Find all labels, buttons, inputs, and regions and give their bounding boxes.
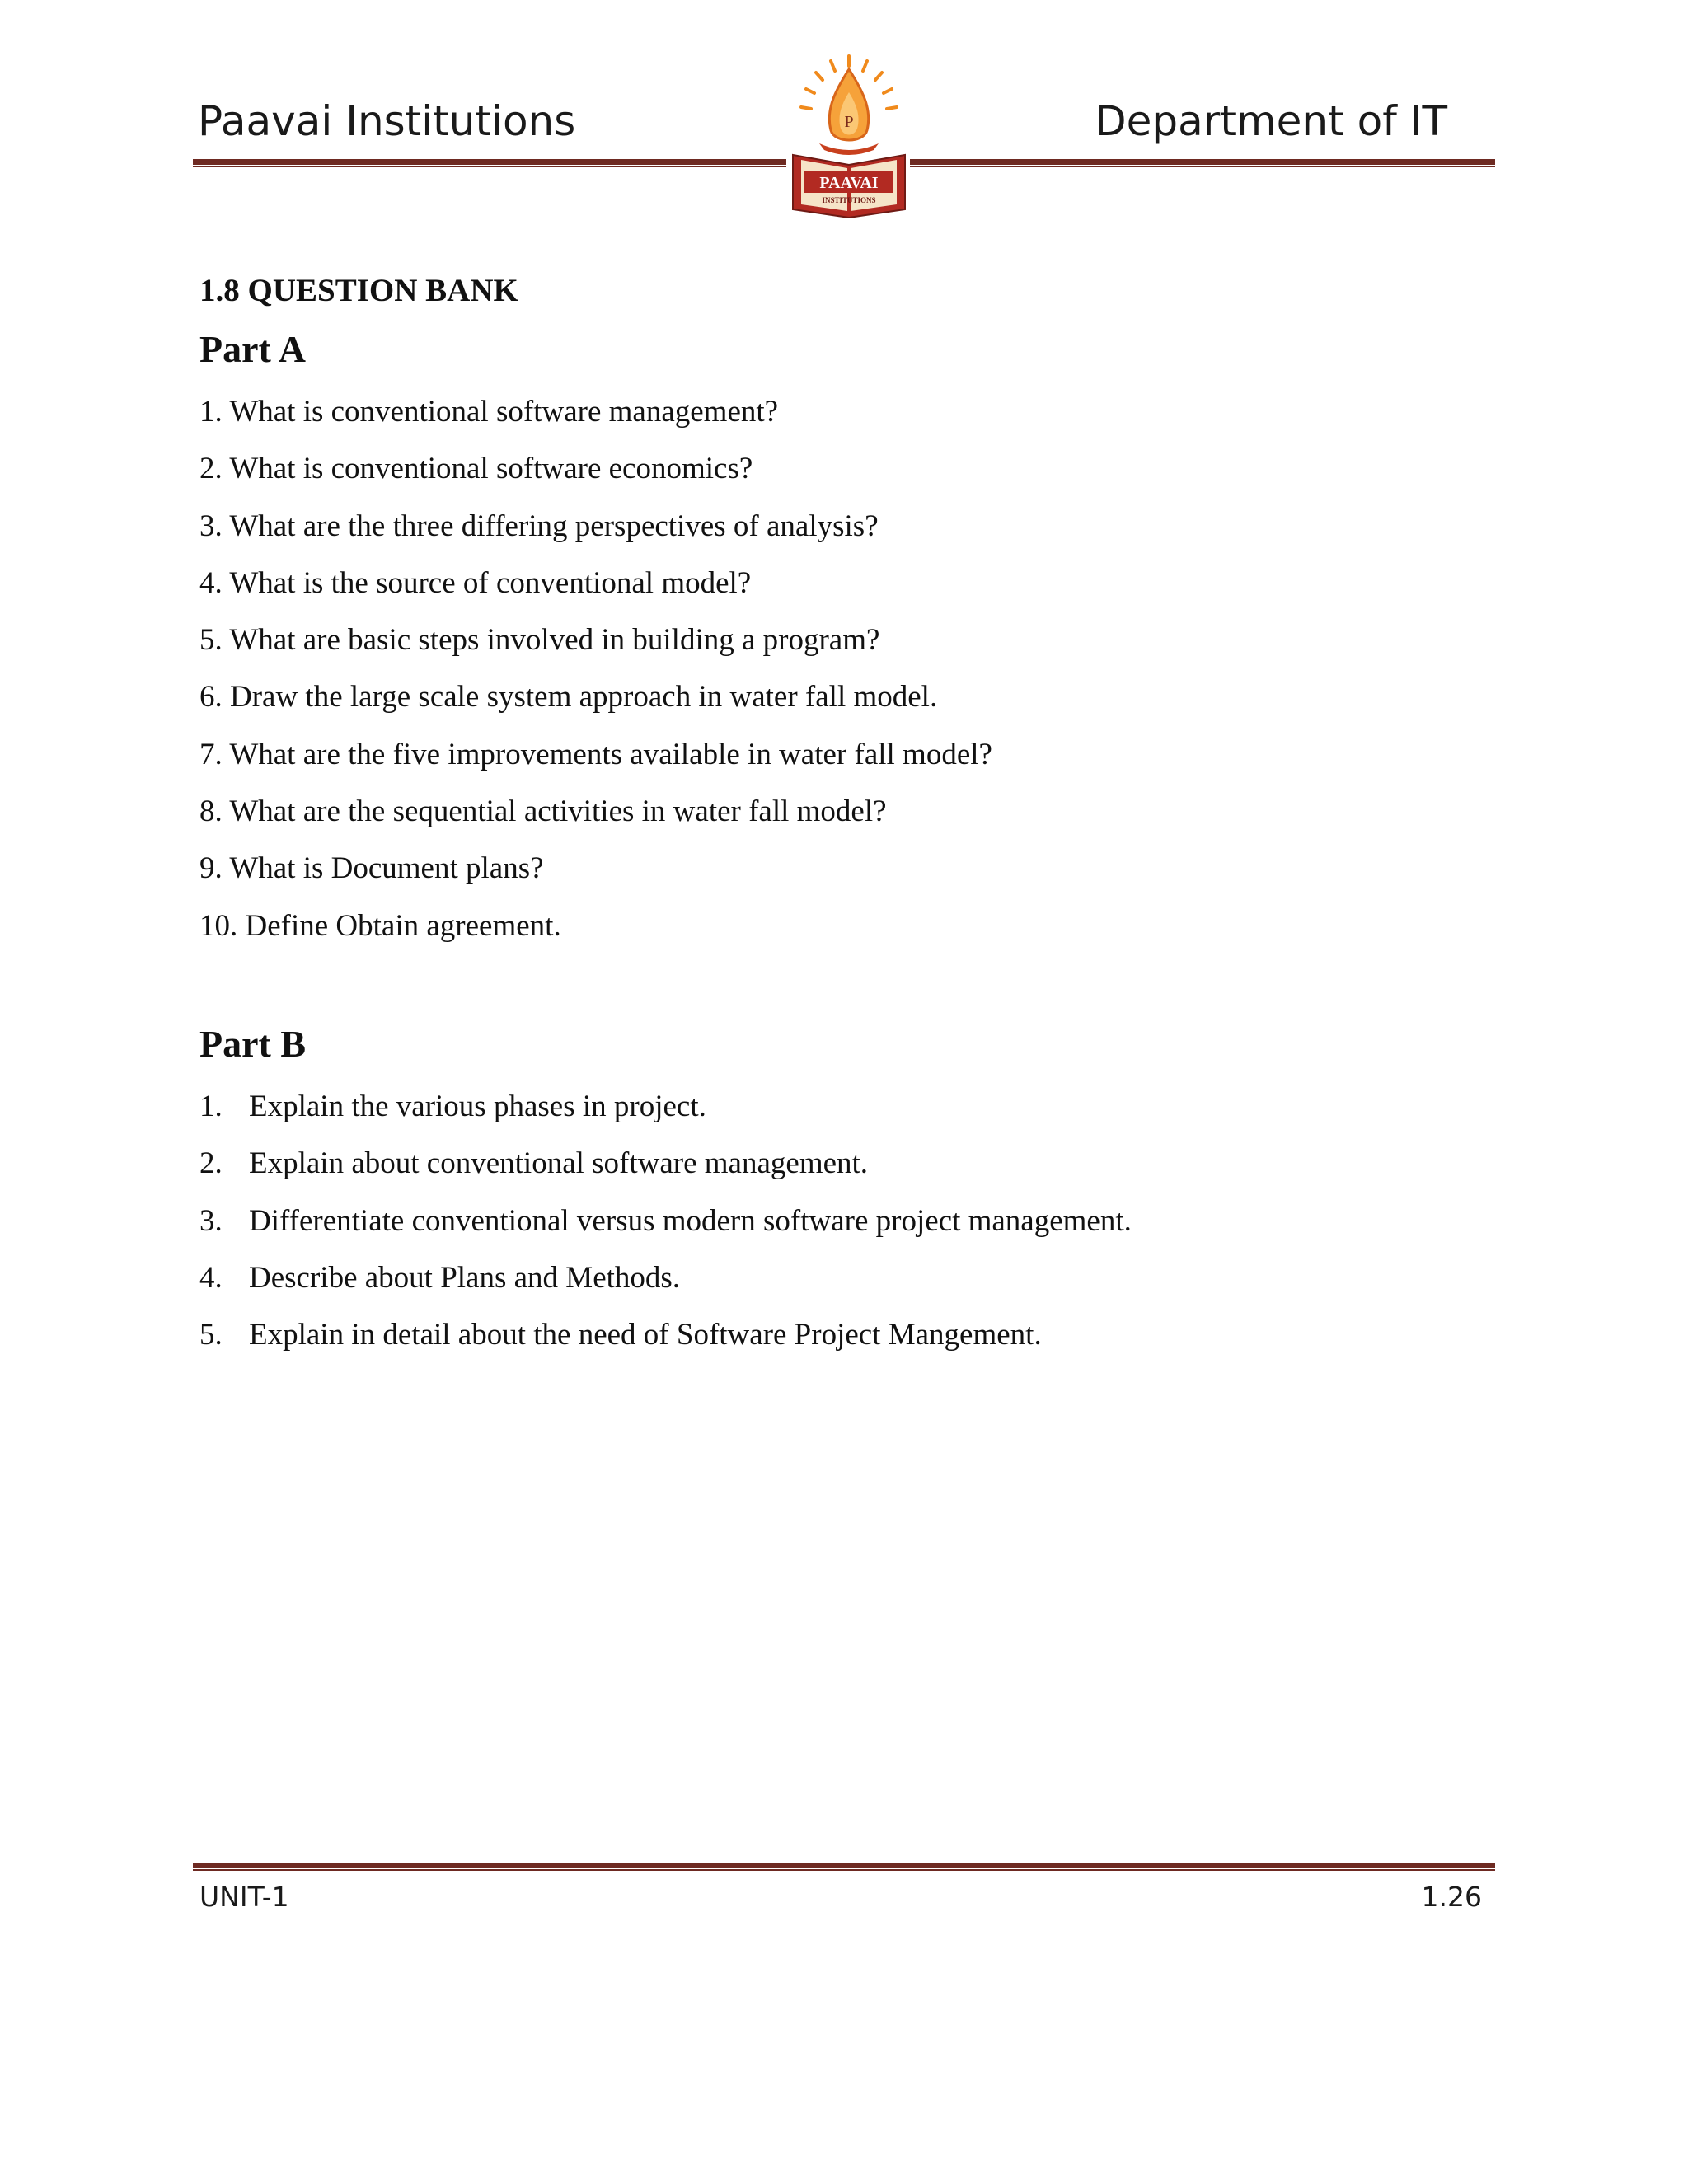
list-item-text: Differentiate conventional versus modern software project management.	[249, 1203, 1132, 1238]
list-item: 6. Draw the large scale system approach in water fall model.	[199, 680, 938, 715]
part-b-heading: Part B	[199, 1023, 307, 1065]
list-item	[199, 1145, 1132, 1202]
part-a-list	[199, 393, 992, 964]
list-item: 7. What are the five improvements available in water fall model?	[199, 737, 992, 771]
footer-unit-label: UNIT-1	[199, 1881, 289, 1913]
list-item-number: 1.	[199, 1090, 223, 1123]
list-item-text: Explain in detail about the need of Software Project Mangement.	[249, 1318, 1042, 1352]
list-item: 3. What are the three differing perspectives of analysis?	[199, 509, 879, 543]
header-institution-name: Paavai Institutions	[198, 97, 576, 145]
list-item-text: Explain about conventional software management.	[249, 1146, 869, 1181]
list-item-text: Describe about Plans and Methods.	[249, 1260, 681, 1295]
list-item-text: Explain the various phases in project.	[249, 1090, 706, 1123]
header-rule-right	[910, 159, 1495, 167]
list-item: 4. What is the source of conventional model?	[199, 565, 752, 600]
part-b-list	[199, 1088, 1132, 1373]
logo-letter: P	[844, 113, 854, 131]
list-item: 1. What is conventional software management?	[199, 395, 779, 429]
list-item-number: 2.	[199, 1146, 223, 1181]
paavai-logo	[783, 51, 915, 218]
list-item-number: 4.	[199, 1260, 223, 1295]
list-item-number: 5.	[199, 1318, 223, 1352]
list-item	[199, 1202, 1132, 1259]
part-a-heading: Part A	[199, 328, 307, 370]
list-item	[199, 1088, 1132, 1145]
footer-rule	[193, 1863, 1495, 1871]
header-department-name: Department of IT	[1095, 97, 1447, 145]
header-rule-left	[193, 159, 786, 167]
list-item: 9. What is Document plans?	[199, 851, 544, 886]
list-item: 2. What is conventional software economics?	[199, 452, 753, 486]
list-item-number: 3.	[199, 1203, 223, 1238]
logo-subtext: INSTITUTIONS	[822, 196, 876, 204]
footer-page-number: 1.26	[1421, 1881, 1482, 1913]
list-item: 10. Define Obtain agreement.	[199, 908, 561, 943]
list-item: 5. What are basic steps involved in building a program?	[199, 623, 880, 658]
list-item	[199, 1259, 1132, 1316]
logo-text: PAAVAI	[819, 174, 879, 192]
list-item	[199, 1316, 1132, 1373]
section-title: 1.8 QUESTION BANK	[199, 273, 518, 308]
list-item: 8. What are the sequential activities in water fall model?	[199, 794, 887, 829]
